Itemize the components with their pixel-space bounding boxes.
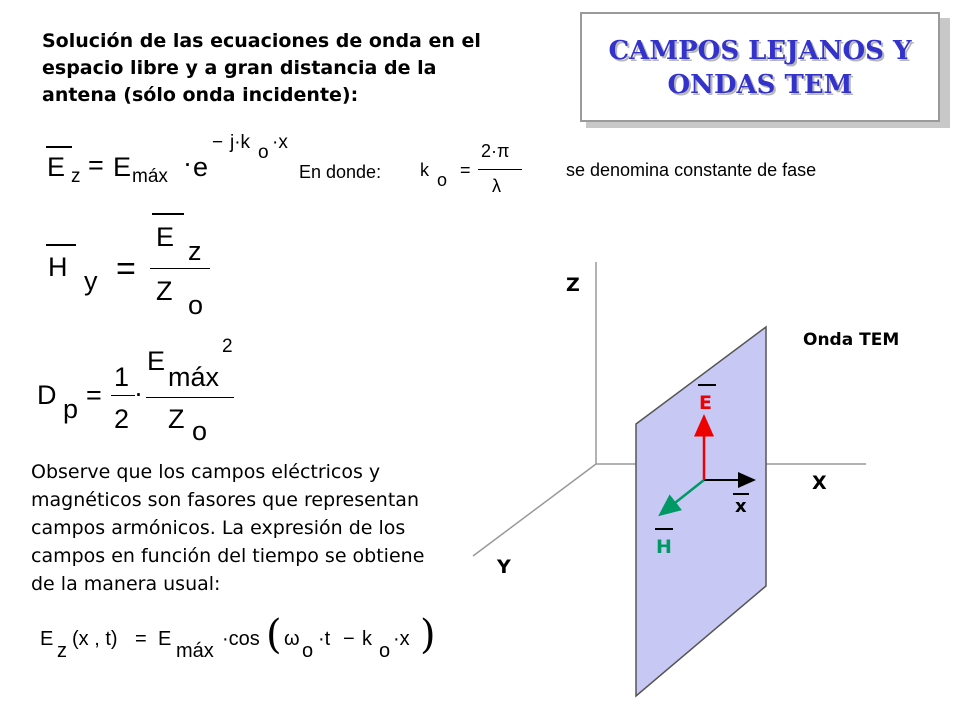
eq2-equals: = xyxy=(116,250,136,288)
eq2-H: H xyxy=(48,252,68,282)
eq1-E2: E xyxy=(113,152,132,182)
e-vector-label: E xyxy=(699,392,712,414)
eq2-Z: Z xyxy=(156,276,173,306)
where-sub-o: o xyxy=(437,170,448,190)
eq4-equals: = xyxy=(135,628,147,650)
eq3-sub-max: máx xyxy=(168,362,220,392)
wave-label: Onda TEM xyxy=(803,330,900,350)
eq4-minus: − xyxy=(343,628,355,650)
eq3-E: E xyxy=(147,346,166,376)
y-axis-line xyxy=(473,464,596,556)
eq1-exp-x: ·x xyxy=(272,132,288,153)
eq3-Z: Z xyxy=(168,404,185,434)
eq1-dot: · xyxy=(183,148,192,178)
title-line-1: CAMPOS LEJANOS Y xyxy=(608,36,912,66)
phase-note: se denomina constante de fase xyxy=(566,160,817,180)
eq4-sub-o1: o xyxy=(302,640,314,662)
where-numerator: 2·π xyxy=(481,141,510,161)
paragraph-line-2: magnéticos son fasores que representan xyxy=(31,489,419,511)
eq4-args: (x , t) xyxy=(72,628,118,650)
eq2-sub-o: o xyxy=(188,290,204,320)
intro-line-2: espacio libre y a gran distancia de la xyxy=(42,57,437,79)
eq2-sub-y: y xyxy=(84,266,98,296)
eq4-cos: ·cos xyxy=(222,628,260,650)
eq4-k: k xyxy=(362,628,372,650)
eq4-t: ·t xyxy=(318,628,331,650)
paragraph-line-4: campos en función del tiempo se obtiene xyxy=(31,545,425,567)
eq3-square: 2 xyxy=(222,336,233,357)
eq1-e: e xyxy=(193,152,209,182)
eq4-sub-o2: o xyxy=(379,640,391,662)
eq4-x: ·x xyxy=(393,628,410,650)
where-denominator: λ xyxy=(492,176,501,196)
eq4-E: E xyxy=(40,628,54,650)
where-label: En donde: xyxy=(299,162,382,182)
where-k: k xyxy=(420,160,429,180)
paragraph-line-5: de la manera usual: xyxy=(31,573,221,595)
eq4-sub-max: máx xyxy=(176,640,214,662)
eq4-sub-z: z xyxy=(57,640,67,662)
eq2-E: E xyxy=(156,222,175,252)
paragraph-line-1: Observe que los campos eléctricos y xyxy=(31,461,381,483)
eq1-equals: = xyxy=(88,150,104,180)
eq1-exp-o: o xyxy=(258,142,269,163)
x-axis-label: X xyxy=(812,472,827,494)
intro-line-3: antena (sólo onda incidente): xyxy=(42,84,359,106)
title-line-2: ONDAS TEM xyxy=(667,70,853,100)
eq4-right-paren: ) xyxy=(420,612,436,658)
eq3-one: 1 xyxy=(114,362,130,392)
y-axis-label: Y xyxy=(497,556,511,578)
eq4-E2: E xyxy=(158,628,172,650)
eq3-D: D xyxy=(37,380,57,410)
eq3-dot: · xyxy=(134,378,143,408)
x-unit-vector-label: x xyxy=(735,496,747,517)
eq3-equals: = xyxy=(86,380,102,410)
eq4-left-paren: ( xyxy=(266,612,282,658)
z-axis-label: Z xyxy=(566,274,580,296)
intro-line-1: Solución de las ecuaciones de onda en el xyxy=(42,30,481,52)
paragraph-line-3: campos armónicos. La expresión de los xyxy=(31,517,406,539)
eq4-omega: ω xyxy=(284,628,300,650)
eq3-two: 2 xyxy=(114,404,130,434)
where-equals: = xyxy=(460,160,471,180)
eq1-sub-max: máx xyxy=(132,166,168,187)
h-vector-label: H xyxy=(656,536,672,558)
eq1-exp-minus: − xyxy=(212,132,224,153)
eq2-sub-z: z xyxy=(188,236,202,266)
eq3-sub-o: o xyxy=(192,416,208,446)
eq1-exp-jk: j·k xyxy=(230,132,251,153)
eq3-sub-p: p xyxy=(63,394,79,424)
eq1-E: E xyxy=(47,152,66,182)
eq1-sub-z: z xyxy=(71,166,81,187)
